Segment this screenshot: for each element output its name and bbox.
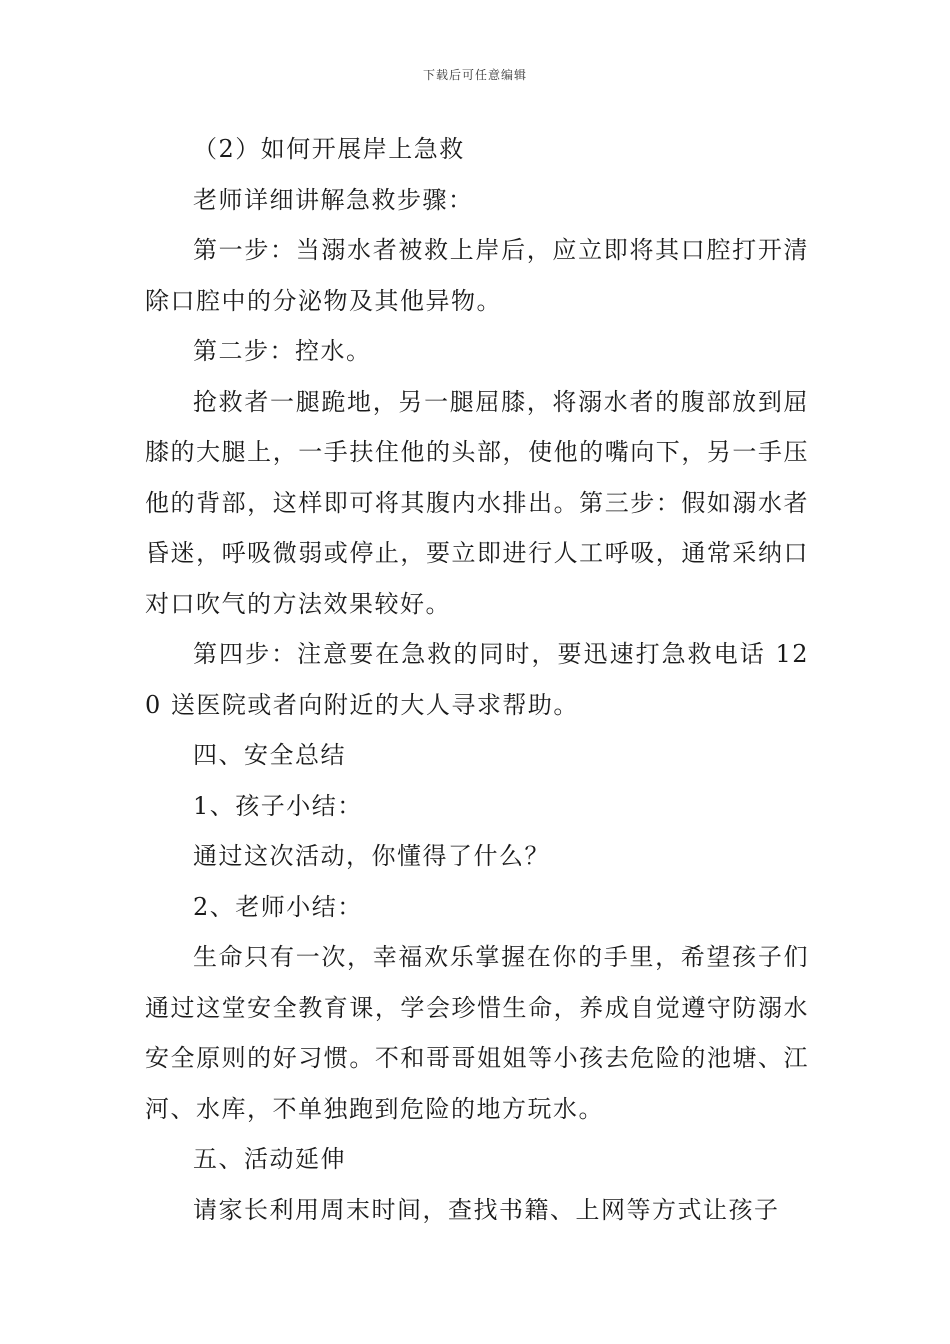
document-body [145,124,809,1235]
paragraph-step-one: 第一步：当溺水者被救上岸后，应立即将其口腔打开清除口腔中的分泌物及其他异物。 [145,236,809,315]
paragraph-teacher-summary: 生命只有一次，幸福欢乐掌握在你的手里，希望孩子们通过这堂安全教育课，学会珍惜生命，养成自觉遵守防溺水安全原则的好习惯。不和哥哥姐姐等小孩去危险的池塘、江河、水库，不单独跑到危险的地方玩水。 [145,943,809,1123]
paragraph-step-four: 第四步：注意要在急救的同时，要迅速打急救电话 120 送医院或者向附近的大人寻求帮助。 [145,640,809,719]
subheading-child-summary: 1、孩子小结： [193,791,363,820]
paragraph-activity-extension: 请家长利用周末时间，查找书籍、上网等方式让孩子 [193,1195,780,1224]
paragraph-step-two: 第二步：控水。 [193,337,372,365]
paragraph-teacher-explains: 老师详细讲解急救步骤： [193,185,474,214]
paragraph-rescue-heading: （2）如何开展岸上急救 [193,135,465,163]
paragraph-step-two-detail: 抢救者一腿跪地，另一腿屈膝，将溺水者的腹部放到屈膝的大腿上，一手扶住他的头部，使他的嘴向下，另一手压他的背部，这样即可将其腹内水排出。第三步：假如溺水者昏迷，呼吸微弱或停止，要立即进行人工呼吸，通常采纳口对口吹气的方法效果较好。 [145,387,809,618]
section-heading-safety-summary: 四、安全总结 [193,741,346,769]
section-heading-activity-extension: 五、活动延伸 [193,1145,346,1173]
subheading-teacher-summary: 2、老师小结： [193,892,363,921]
paragraph-child-question: 通过这次活动，你懂得了什么？ [193,842,550,870]
page-header-note: 下载后可任意编辑 [422,68,527,82]
